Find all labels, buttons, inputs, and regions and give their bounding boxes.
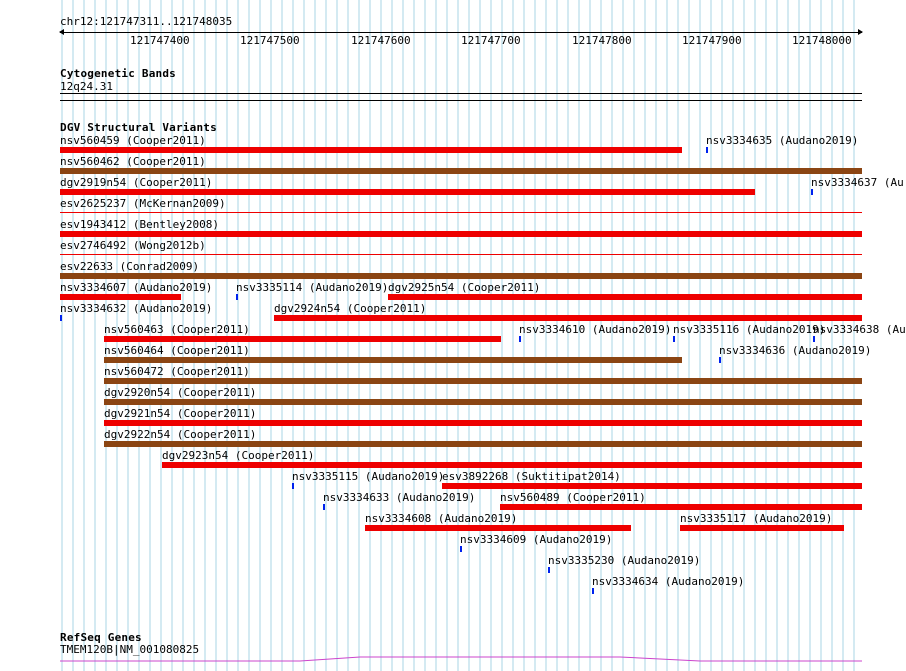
variant-label: nsv3335117 (Audano2019): [680, 512, 833, 525]
variant-feature[interactable]: [680, 525, 844, 531]
variant-feature[interactable]: [60, 168, 862, 174]
variant-feature[interactable]: [162, 462, 862, 468]
variant-feature[interactable]: [60, 294, 181, 300]
variant-label: nsv3335114 (Audano2019): [236, 281, 389, 294]
variant-label: esv2625237 (McKernan2009): [60, 197, 226, 210]
ruler-tick-label: 121747800: [572, 34, 632, 47]
variant-feature[interactable]: [60, 189, 755, 195]
variant-label: dgv2922n54 (Cooper2011): [104, 428, 257, 441]
gene-label: TMEM120B|NM_001080825: [60, 643, 200, 656]
variant-label: nsv560459 (Cooper2011): [60, 134, 206, 147]
variant-label: nsv560489 (Cooper2011): [500, 491, 646, 504]
variant-label: dgv2921n54 (Cooper2011): [104, 407, 257, 420]
scroll-right-arrow-icon[interactable]: [858, 29, 863, 35]
variant-feature[interactable]: [104, 378, 862, 384]
ruler-tick-label: 121747700: [461, 34, 521, 47]
ruler-tick-label: 121747400: [130, 34, 190, 47]
variant-label: nsv3334608 (Audano2019): [365, 512, 518, 525]
ruler-tick-label: 121747600: [351, 34, 411, 47]
variant-label: nsv3334632 (Audano2019): [60, 302, 213, 315]
variant-feature[interactable]: [388, 294, 862, 300]
variant-label: esv2746492 (Wong2012b): [60, 239, 206, 252]
variant-feature[interactable]: [104, 399, 862, 405]
dgv-track-title: DGV Structural Variants: [60, 121, 217, 134]
variant-label: nsv560463 (Cooper2011): [104, 323, 250, 336]
variant-feature[interactable]: [813, 336, 815, 342]
variant-label: dgv2925n54 (Cooper2011): [388, 281, 541, 294]
ruler-tick-label: 121748000: [792, 34, 852, 47]
variant-feature[interactable]: [519, 336, 521, 342]
variant-feature[interactable]: [274, 315, 862, 321]
variant-label: nsv3334635 (Audano2019): [706, 134, 859, 147]
variant-label: esv3892268 (Suktitipat2014): [442, 470, 621, 483]
variant-feature[interactable]: [104, 420, 862, 426]
variant-label: nsv3334634 (Audano2019): [592, 575, 745, 588]
variant-feature[interactable]: [104, 441, 862, 447]
variant-label: nsv3335116 (Audano2019): [673, 323, 826, 336]
variant-label: nsv560462 (Cooper2011): [60, 155, 206, 168]
variant-feature[interactable]: [60, 147, 682, 153]
variant-label: esv22633 (Conrad2009): [60, 260, 200, 273]
variant-label: nsv3334638 (Au: [813, 323, 906, 336]
variant-feature[interactable]: [365, 525, 631, 531]
variant-label: nsv3334636 (Audano2019): [719, 344, 872, 357]
variant-label: nsv560464 (Cooper2011): [104, 344, 250, 357]
variant-label: nsv3334633 (Audano2019): [323, 491, 476, 504]
variant-label: dgv2924n54 (Cooper2011): [274, 302, 427, 315]
refseq-track-title: RefSeq Genes: [60, 631, 142, 644]
variant-label: dgv2923n54 (Cooper2011): [162, 449, 315, 462]
variant-feature[interactable]: [60, 315, 62, 321]
variant-label: nsv3335115 (Audano2019): [292, 470, 445, 483]
variant-label: nsv3334637 (Au: [811, 176, 904, 189]
gene-feature[interactable]: [60, 652, 862, 664]
scroll-left-arrow-icon[interactable]: [59, 29, 64, 35]
variant-label: nsv3334610 (Audano2019): [519, 323, 672, 336]
variant-feature[interactable]: [548, 567, 550, 573]
variant-feature[interactable]: [811, 189, 813, 195]
cytoband-track-title: Cytogenetic Bands: [60, 67, 176, 80]
variant-feature[interactable]: [460, 546, 462, 552]
variant-feature[interactable]: [323, 504, 325, 510]
variant-label: nsv3334607 (Audano2019): [60, 281, 213, 294]
location-label: chr12:121747311..121748035: [60, 15, 233, 28]
variant-feature[interactable]: [60, 231, 862, 237]
variant-label: dgv2919n54 (Cooper2011): [60, 176, 213, 189]
track-divider: [60, 100, 862, 101]
variant-label: nsv3334609 (Audano2019): [460, 533, 613, 546]
variant-feature[interactable]: [442, 483, 862, 489]
variant-label: nsv3335230 (Audano2019): [548, 554, 701, 567]
variant-feature[interactable]: [706, 147, 708, 153]
variant-feature[interactable]: [592, 588, 594, 594]
variant-label: nsv560472 (Cooper2011): [104, 365, 250, 378]
variant-feature[interactable]: [60, 254, 862, 255]
variant-feature[interactable]: [104, 336, 501, 342]
variant-feature[interactable]: [104, 357, 682, 363]
variant-feature[interactable]: [60, 273, 862, 279]
variant-feature[interactable]: [292, 483, 294, 489]
variant-label: dgv2920n54 (Cooper2011): [104, 386, 257, 399]
variant-feature[interactable]: [719, 357, 721, 363]
variant-feature[interactable]: [500, 504, 862, 510]
variant-feature[interactable]: [673, 336, 675, 342]
variant-feature[interactable]: [60, 212, 862, 213]
cytoband-feature[interactable]: [60, 93, 862, 94]
variant-feature[interactable]: [236, 294, 238, 300]
variant-label: esv1943412 (Bentley2008): [60, 218, 219, 231]
ruler-tick-label: 121747900: [682, 34, 742, 47]
ruler-tick-label: 121747500: [240, 34, 300, 47]
cytoband-label: 12q24.31: [60, 80, 113, 93]
